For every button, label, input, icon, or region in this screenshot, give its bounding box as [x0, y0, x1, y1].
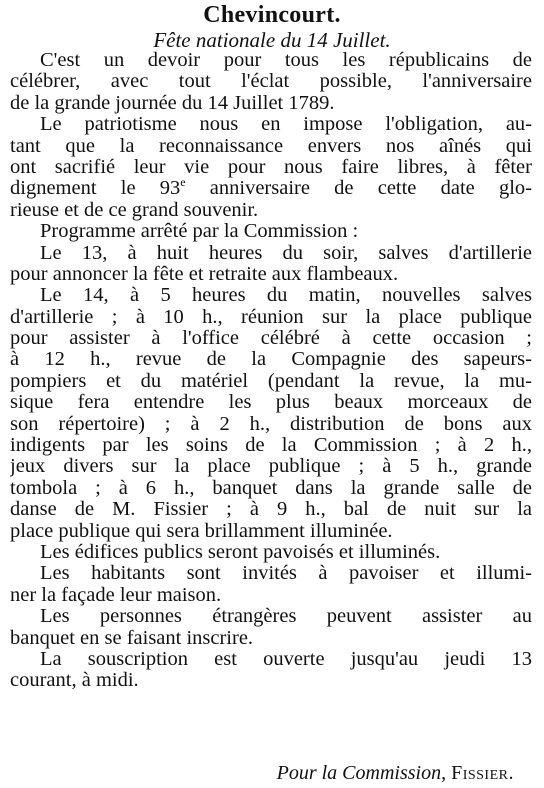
article-line: Le 14, à 5 heures du matin, nouvelles salves: [40, 285, 532, 307]
article-line: Les habitants sont invités à pavoiser et illumi-: [40, 563, 532, 585]
article-subtitle: Fête nationale du 14 Juillet.: [153, 28, 391, 52]
article-line: pour assister à l'office célébré à cette occasion ;: [10, 328, 532, 350]
article-line: C'est un devoir pour tous les républicains de: [40, 50, 532, 71]
article-line: à 12 h., revue de la Compagnie des sapeurs-: [10, 349, 532, 371]
article-line: sique fera entendre les plus beaux morceaux de: [10, 392, 532, 414]
article-line: banquet en se faisant inscrire.: [10, 627, 254, 649]
article-line: ont sacrifié leur vie pour nous faire libres, à fêter: [10, 156, 532, 178]
article-line: jeux divers sur la place publique ; à 5 h., grande: [10, 456, 532, 478]
signature: [0, 762, 514, 784]
article-line: Les personnes étrangères peuvent assister au: [40, 606, 532, 628]
article-line: indigents par les soins de la Commission ; à 2 h.,: [10, 435, 532, 457]
article-line: Le 13, à huit heures du soir, salves d'artillerie: [40, 242, 532, 264]
article-line: tombola ; à 6 h., banquet dans la grande salle de: [10, 477, 532, 499]
article-line: Le patriotisme nous en impose l'obligation, au-: [40, 114, 532, 136]
article-line: de la grande journée du 14 Juillet 1789.: [10, 92, 335, 114]
article-line: célébrer, avec tout l'éclat possible, l'anniversaire: [10, 71, 532, 93]
article-body: [10, 50, 532, 692]
article-line: dignement le 93e anniversaire de cette date glo-: [10, 178, 532, 200]
article-line: Les édifices publics seront pavoisés et illuminés.: [40, 541, 441, 563]
article-line: ner la façade leur maison.: [10, 584, 222, 606]
article-line: danse de M. Fissier ; à 9 h., bal de nuit sur la: [10, 499, 532, 521]
article-line: Programme arrêté par la Commission :: [40, 221, 359, 243]
article-line: son répertoire) ; à 2 h., distribution de bons aux: [10, 413, 532, 435]
article-line: courant, à midi.: [10, 670, 139, 692]
signature-name: Fissier.: [451, 762, 514, 784]
article-title: Chevincourt.: [203, 2, 341, 28]
article-line: d'artillerie ; à 10 h., réunion sur la place publique: [10, 306, 532, 328]
article-line: rieuse et de ce grand souvenir.: [10, 199, 259, 221]
article-line: La souscription est ouverte jusqu'au jeudi 13: [40, 648, 532, 670]
article-line: pompiers et du matériel (pendant la revue, la mu-: [10, 370, 532, 392]
article-line: tant que la reconnaissance envers nos aînés qui: [10, 135, 532, 157]
article-line: place publique qui sera brillamment illuminée.: [10, 520, 393, 542]
article-line: pour annoncer la fête et retraite aux flambeaux.: [10, 263, 399, 285]
signature-role: Pour la Commission,: [276, 762, 447, 784]
